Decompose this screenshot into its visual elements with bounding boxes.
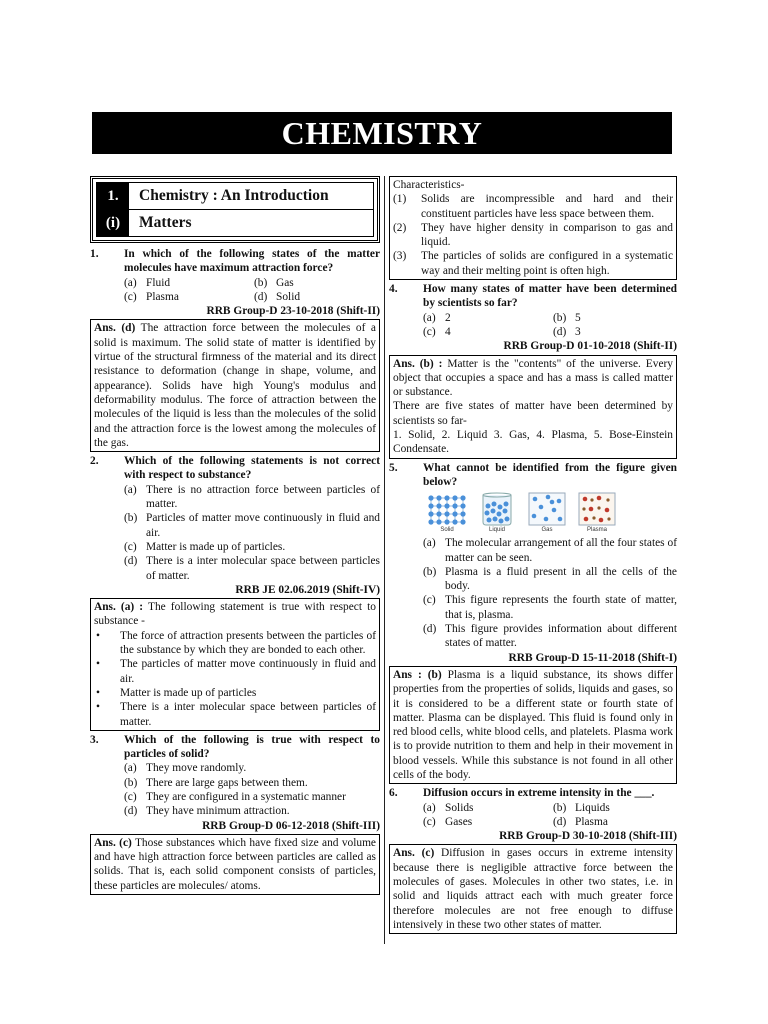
question-number: 2. (90, 455, 99, 468)
option-text: Plasma (575, 815, 608, 828)
solid-lattice-icon (427, 492, 467, 526)
option-text: 2 (445, 311, 451, 324)
question-4 (389, 282, 677, 311)
option (90, 540, 380, 554)
option (389, 593, 677, 622)
answer-text: There are five states of matter have been determined by scientists so far- (393, 400, 673, 427)
gas-particles-icon (527, 492, 567, 526)
option-text: Gas (276, 276, 294, 289)
bullet-item (94, 629, 376, 658)
answer-text: The following statement is true with respect to substance - (94, 601, 376, 628)
option-label: (c) (124, 540, 137, 553)
answer-box (90, 834, 380, 895)
option (389, 622, 677, 651)
item-label: (1) (393, 193, 407, 206)
question-source: RRB Group-D 06-12-2018 (Shift-III) (202, 819, 380, 832)
answer-box (389, 844, 677, 934)
chapter-number: 1. (97, 183, 129, 209)
option-label: (b) (423, 565, 437, 578)
answer-label: Ans. (c) (393, 847, 435, 860)
option (423, 311, 553, 325)
option (423, 815, 553, 829)
option-label: (d) (423, 623, 437, 636)
option-label: (a) (124, 483, 137, 496)
answer-label: Ans. (b) : (393, 357, 443, 370)
question-number: 3. (90, 733, 99, 746)
bullet-text: Matter is made up of particles (120, 686, 257, 699)
option-label: (c) (423, 815, 436, 828)
question-number: 4. (389, 283, 398, 296)
option-text: 5 (575, 311, 581, 324)
option-label: (b) (553, 311, 567, 324)
option (124, 276, 254, 290)
question-number: 5. (389, 461, 398, 474)
question-text: In which of the following states of the matter molecules have maximum attraction force? (124, 248, 380, 275)
option-label: (b) (124, 776, 138, 789)
option-label: (a) (124, 762, 137, 775)
option-text: Matter is made up of particles. (146, 540, 286, 553)
option-text: Solid (276, 290, 301, 303)
option-label: (c) (124, 290, 137, 303)
subchapter-row (96, 210, 374, 237)
question-source: RRB Group-D 30-10-2018 (Shift-III) (499, 830, 677, 843)
option-label: (c) (423, 594, 436, 607)
answer-text: Matter is the "contents" of the universe. Every object that occupies a space and has a mass is called matter or substance. (393, 357, 673, 399)
option (553, 311, 677, 325)
solid-figure (427, 492, 467, 534)
option-text: 3 (575, 325, 581, 338)
option-text: Plasma (146, 290, 179, 303)
option-text: The molecular arrangement of all the four states of matter can be seen. (445, 537, 677, 564)
option-text: There is a inter molecular space between particles of matter. (146, 555, 380, 582)
chapter-title: Chemistry : An Introduction (139, 187, 329, 204)
answer-text: Plasma is a liquid substance, its shows differ properties from the properties of solids, liquids and gases, so it is considered to be a different state or fourth state of matter. Plasma can be displayed. This fluid is found only in red blood cells, white blood cells, and platelets. Plasma work is to provide nutrition to them and help in their movement in blood vessels. While this substance is not found in all other cells of the body. (393, 668, 674, 781)
question-6-options (389, 801, 677, 830)
option-text: They move randomly. (146, 762, 247, 775)
answer-text: Diffusion in gases occurs in extreme intensity because there is negligible attractive force between the molecules of gases. Molecules in other two states, i.e. in solid and liquids attract each with much greater force therefore molecules are not free enough to diffuse intensively in these two other states of matter. (393, 847, 674, 931)
option-text: Plasma is a fluid present in all the cells of the body. (445, 565, 677, 593)
figure-caption: Liquid (488, 527, 505, 534)
subchapter-title: Matters (139, 214, 192, 231)
question-text: Which of the following statements is not correct with respect to substance? (124, 455, 380, 482)
answer-label: Ans : (b) (393, 668, 442, 681)
question-6 (389, 786, 677, 800)
option-text: 4 (445, 325, 451, 338)
option-label: (b) (124, 512, 138, 525)
option-label: (d) (553, 815, 567, 828)
question-source: RRB Group-D 15-11-2018 (Shift-I) (508, 651, 677, 664)
question-text: How many states of matter have been determined by scientists so far? (423, 283, 677, 310)
option-text: This figure represents the fourth state of matter, that is, plasma. (445, 594, 677, 621)
bullet-icon: • (96, 629, 100, 642)
bullet-icon: • (96, 686, 100, 699)
option (90, 804, 380, 818)
option (90, 790, 380, 804)
option-label: (b) (254, 276, 268, 289)
option-label: (d) (254, 290, 268, 303)
option-text: Liquids (575, 801, 610, 814)
question-4-options (389, 311, 677, 340)
option-text: This figure provides information about different states of matter. (445, 623, 677, 650)
item-text: The particles of solids are configured in a systematic way and their melting point is often high. (421, 250, 673, 277)
option-text: Particles of matter move continuously in fluid and air. (146, 512, 380, 539)
page-banner-title: CHEMISTRY (92, 112, 672, 154)
plasma-particles-icon (577, 492, 617, 526)
bullet-icon: • (96, 658, 100, 671)
option-text: Solids (445, 801, 474, 814)
answer-text: The attraction force between the molecules of a solid is maximum. The solid state of matter is identified by virtue of the structural firmness of the material and its direct resistance to deformation (change in shape, volume, and appearance). Solids have high Young's modulus and deformability modulus. The force of attraction between the molecules of the liquid is less than the molecules of the solid and the attraction force is the lowest among the molecules of the gas. (94, 322, 376, 449)
item-label: (3) (393, 250, 407, 263)
option (423, 325, 553, 339)
option (553, 325, 677, 339)
subchapter-number: (i) (97, 210, 129, 236)
option (553, 801, 677, 815)
answer-text: Those substances which have fixed size and volume and have high attraction force between particles are called as solids. That is, each solid component consists of particles, these particles are molecules/ atoms. (94, 836, 376, 892)
question-number: 1. (90, 248, 99, 260)
option-text: They are configured in a systematic manner (146, 790, 346, 803)
chapter-row (96, 182, 374, 210)
option (90, 554, 380, 583)
characteristic-item (393, 249, 673, 278)
figure-caption: Gas (541, 527, 553, 534)
characteristic-item (393, 192, 673, 221)
option-label: (b) (553, 801, 567, 814)
option-text: There is no attraction force between particles of matter. (146, 483, 380, 511)
liquid-figure (477, 492, 517, 534)
bullet-item (94, 686, 376, 700)
answer-box (389, 355, 677, 459)
option-text: Gases (445, 815, 473, 828)
question-text: Diffusion occurs in extreme intensity in the ___. (423, 787, 655, 800)
option (90, 761, 380, 775)
option (90, 776, 380, 790)
column-divider (384, 176, 385, 944)
characteristic-item (393, 221, 673, 250)
option (254, 290, 380, 304)
answer-label: Ans. (d) (94, 322, 136, 335)
characteristics-title: Characteristics- (393, 179, 465, 191)
chapter-header (90, 176, 380, 243)
figure-caption: Solid (440, 527, 454, 534)
bullet-item (94, 657, 376, 686)
gas-figure (527, 492, 567, 534)
question-text: What cannot be identified from the figure given below? (423, 461, 677, 488)
option-text: Fluid (146, 276, 171, 289)
question-source: RRB Group-D 23-10-2018 (Shift-II) (206, 305, 380, 318)
question-1 (90, 247, 380, 276)
option-label: (a) (423, 537, 436, 550)
plasma-figure (577, 492, 617, 534)
bullet-text: There is a inter molecular space between particles of matter. (120, 701, 376, 728)
states-of-matter-figure (389, 492, 677, 534)
question-2 (90, 454, 380, 483)
question-source: RRB JE 02.06.2019 (Shift-IV) (235, 583, 380, 596)
characteristics-box (389, 176, 677, 280)
answer-text: 1. Solid, 2. Liquid 3. Gas, 4. Plasma, 5. Bose-Einstein Condensate. (393, 429, 673, 456)
option-label: (a) (124, 276, 137, 289)
bullet-icon: • (96, 701, 100, 714)
answer-label: Ans. (c) (94, 836, 132, 849)
option (254, 276, 380, 290)
figure-caption: Plasma (586, 527, 607, 534)
option-label: (c) (124, 790, 137, 803)
option (90, 483, 380, 512)
answer-box (90, 598, 380, 731)
question-source: RRB Group-D 01-10-2018 (Shift-II) (503, 340, 677, 353)
option (389, 565, 677, 594)
answer-box (90, 319, 380, 452)
bullet-text: The particles of matter move continuously in fluid and air. (120, 658, 376, 685)
question-text: Which of the following is true with respect to particles of solid? (124, 733, 380, 761)
option (90, 511, 380, 540)
option-text: There are large gaps between them. (146, 776, 308, 789)
option-label: (a) (423, 801, 436, 814)
question-1-options (90, 276, 380, 305)
option-label: (a) (423, 311, 436, 324)
item-label: (2) (393, 221, 407, 234)
answer-label: Ans. (a) : (94, 601, 144, 614)
question-3 (90, 733, 380, 762)
bullet-text: The force of attraction presents between the particles of the substance by which they are bonded to each other. (120, 629, 376, 657)
item-text: Solids are incompressible and hard and their constituent particles have less space between them. (421, 193, 673, 220)
answer-box (389, 666, 677, 784)
option (124, 290, 254, 304)
bullet-item (94, 700, 376, 729)
option-label: (d) (553, 325, 567, 338)
item-text: They have higher density in comparison to gas and liquid. (421, 221, 673, 249)
option-label: (d) (124, 555, 138, 568)
question-5 (389, 461, 677, 490)
left-column (90, 176, 380, 897)
option (423, 801, 553, 815)
option-label: (d) (124, 805, 138, 818)
option-text: They have minimum attraction. (146, 805, 290, 818)
liquid-beaker-icon (477, 492, 517, 526)
option (389, 536, 677, 565)
option-label: (c) (423, 325, 436, 338)
question-number: 6. (389, 787, 398, 800)
right-column (389, 176, 677, 936)
option (553, 815, 677, 829)
